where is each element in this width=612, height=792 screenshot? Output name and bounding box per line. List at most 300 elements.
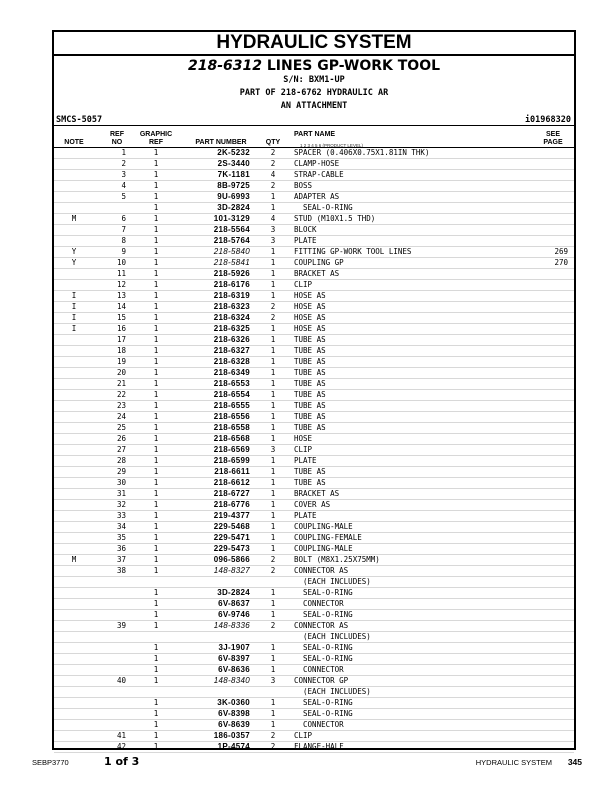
- ref-no-cell: 41: [116, 731, 126, 740]
- part-number-cell: 218-6328: [213, 357, 250, 366]
- table-row: [54, 313, 574, 324]
- qty-cell: 3: [270, 445, 276, 454]
- table-row: [54, 214, 574, 225]
- col-graphic-ref-l1: GRAPHIC: [139, 131, 173, 138]
- part-name-cell: TUBE AS: [294, 357, 326, 366]
- table-row: [54, 445, 574, 456]
- part-number-cell: 218-6176: [213, 280, 250, 289]
- part-name-cell: TUBE AS: [294, 423, 326, 432]
- table-row: [54, 522, 574, 533]
- qty-cell: 1: [270, 434, 276, 443]
- table-row: [54, 423, 574, 434]
- part-number-cell: 218-6727: [213, 489, 250, 498]
- table-row: [54, 588, 574, 599]
- col-ref-no-l1: REF: [110, 131, 124, 138]
- qty-cell: 1: [270, 511, 276, 520]
- graphic-ref-cell: 1: [153, 258, 159, 267]
- col-see-page-l1: SEE: [545, 131, 560, 138]
- graphic-ref-cell: 1: [153, 302, 159, 311]
- note-cell: I: [71, 313, 77, 322]
- qty-cell: 1: [270, 544, 276, 553]
- part-number-cell: 229-5468: [213, 522, 250, 531]
- part-number-cell: 229-5473: [213, 544, 250, 553]
- graphic-ref-cell: 1: [153, 709, 159, 718]
- ref-no-cell: 17: [116, 335, 126, 344]
- graphic-ref-cell: 1: [153, 269, 159, 278]
- part-number-cell: 6V-8636: [218, 665, 250, 674]
- graphic-ref-cell: 1: [153, 643, 159, 652]
- qty-cell: 1: [270, 390, 276, 399]
- part-number-cell: 3J-1907: [218, 643, 250, 652]
- table-row: [54, 720, 574, 731]
- table-row: [54, 610, 574, 621]
- part-number-cell: 2S-3440: [217, 159, 250, 168]
- part-number-cell: 218-6569: [213, 445, 250, 454]
- qty-cell: 1: [270, 599, 276, 608]
- part-number-cell: 218-6553: [213, 379, 250, 388]
- part-number-cell: 6V-8398: [218, 709, 250, 718]
- part-name-cell: COUPLING GP: [294, 258, 344, 267]
- part-number-cell: 218-6326: [213, 335, 250, 344]
- illustration-id: i01968320: [524, 115, 571, 125]
- qty-cell: 1: [270, 346, 276, 355]
- part-name-cell: HOSE AS: [294, 313, 326, 322]
- part-number-cell: 218-6556: [213, 412, 250, 421]
- table-row: [54, 456, 574, 467]
- qty-cell: 1: [270, 665, 276, 674]
- qty-cell: 1: [270, 258, 276, 267]
- graphic-ref-cell: 1: [153, 720, 159, 729]
- ref-no-cell: 21: [116, 379, 126, 388]
- graphic-ref-cell: 1: [153, 489, 159, 498]
- table-row: [54, 533, 574, 544]
- table-row: [54, 170, 574, 181]
- graphic-ref-cell: 1: [153, 423, 159, 432]
- part-number-cell: 218-5840: [213, 247, 250, 256]
- table-row: [54, 621, 574, 632]
- graphic-ref-cell: 1: [153, 610, 159, 619]
- ref-no-cell: 24: [116, 412, 126, 421]
- ref-no-cell: 20: [116, 368, 126, 377]
- part-name-cell: CONNECTOR: [294, 665, 344, 674]
- table-row: [54, 236, 574, 247]
- part-name-cell: CLIP: [294, 445, 313, 454]
- part-number-cell: 2K-5232: [217, 148, 250, 157]
- part-name-cell: (EACH INCLUDES): [294, 632, 371, 641]
- part-number-cell: 218-6327: [213, 346, 250, 355]
- note-cell: Y: [71, 258, 77, 267]
- part-name-cell: TUBE AS: [294, 346, 326, 355]
- part-number-cell: 218-6568: [213, 434, 250, 443]
- col-qty: QTY: [265, 139, 281, 146]
- col-note: NOTE: [64, 139, 84, 146]
- ref-no-cell: 29: [116, 467, 126, 476]
- part-name-cell: CONNECTOR GP: [294, 676, 349, 685]
- qty-cell: 1: [270, 478, 276, 487]
- part-number-cell: 096-5866: [213, 555, 250, 564]
- table-row: [54, 203, 574, 214]
- col-graphic-ref-l2: REF: [149, 139, 163, 146]
- graphic-ref-cell: 1: [153, 324, 159, 333]
- part-name-cell: BRACKET AS: [294, 269, 340, 278]
- ref-no-cell: 16: [116, 324, 126, 333]
- table-row: [54, 181, 574, 192]
- group-name: LINES GP-WORK TOOL: [266, 58, 441, 74]
- qty-cell: 1: [270, 654, 276, 663]
- table-row: [54, 566, 574, 577]
- graphic-ref-cell: 1: [153, 203, 159, 212]
- table-row: [54, 511, 574, 522]
- part-number-cell: 1P-4574: [217, 742, 250, 751]
- graphic-ref-cell: 1: [153, 522, 159, 531]
- table-row: [54, 368, 574, 379]
- part-number-cell: 218-6558: [213, 423, 250, 432]
- ref-no-cell: 28: [116, 456, 126, 465]
- part-name-cell: SEAL-O-RING: [294, 709, 353, 718]
- qty-cell: 1: [270, 401, 276, 410]
- table-row: [54, 599, 574, 610]
- col-ref-no-l2: NO: [111, 139, 123, 146]
- table-row: [54, 324, 574, 335]
- smcs-code: SMCS-5057: [56, 115, 103, 125]
- part-name-cell: HOSE AS: [294, 291, 326, 300]
- footer-page-of: 1 of 3: [104, 755, 140, 768]
- qty-cell: 4: [270, 170, 276, 179]
- qty-cell: 1: [270, 324, 276, 333]
- part-name-cell: BOLT (M8X1.25X75MM): [294, 555, 380, 564]
- part-name-cell: CLIP: [294, 280, 313, 289]
- col-see-page: [538, 131, 568, 147]
- table-row: [54, 258, 574, 269]
- part-number-cell: 219-4377: [213, 511, 250, 520]
- table-row: [54, 687, 574, 698]
- part-name-cell: SEAL-O-RING: [294, 610, 353, 619]
- ref-no-cell: 8: [121, 236, 126, 245]
- part-number-cell: 218-6611: [214, 467, 250, 476]
- part-number-cell: 218-5564: [213, 225, 250, 234]
- footer-page-number: 345: [567, 757, 582, 767]
- part-number-cell: 101-3129: [213, 214, 250, 223]
- part-name-cell: CONNECTOR AS: [294, 566, 349, 575]
- graphic-ref-cell: 1: [153, 412, 159, 421]
- graphic-ref-cell: 1: [153, 731, 159, 740]
- part-name-cell: CLAMP-HOSE: [294, 159, 340, 168]
- qty-cell: 1: [270, 335, 276, 344]
- table-row: [54, 225, 574, 236]
- part-name-cell: HOSE AS: [294, 324, 326, 333]
- note-cell: I: [71, 302, 77, 311]
- part-name-cell: TUBE AS: [294, 412, 326, 421]
- group-part-number: 218-6312: [187, 58, 262, 74]
- note-cell: I: [71, 324, 77, 333]
- part-name-cell: BRACKET AS: [294, 489, 340, 498]
- qty-cell: 2: [270, 181, 276, 190]
- part-number-cell: 218-6612: [213, 478, 250, 487]
- divider: [54, 125, 574, 126]
- page-title: HYDRAULIC SYSTEM: [54, 32, 574, 56]
- part-name-cell: ADAPTER AS: [294, 192, 340, 201]
- ref-no-cell: 10: [116, 258, 126, 267]
- part-name-cell: BLOCK: [294, 225, 317, 234]
- footer-doc-id: SEBP3770: [32, 758, 69, 767]
- part-name-cell: FITTING GP-WORK TOOL LINES: [294, 247, 412, 256]
- part-number-cell: 218-6554: [213, 390, 250, 399]
- part-name-cell: (EACH INCLUDES): [294, 577, 371, 586]
- table-row: [54, 434, 574, 445]
- table-row: [54, 357, 574, 368]
- qty-cell: 1: [270, 698, 276, 707]
- table-row: [54, 654, 574, 665]
- part-name-cell: SEAL-O-RING: [294, 643, 353, 652]
- table-row: [54, 709, 574, 720]
- graphic-ref-cell: 1: [153, 445, 159, 454]
- qty-cell: 1: [270, 280, 276, 289]
- table-row: [54, 577, 574, 588]
- ref-no-cell: 4: [121, 181, 126, 190]
- ref-no-cell: 42: [116, 742, 126, 751]
- table-row: [54, 544, 574, 555]
- qty-cell: 1: [270, 456, 276, 465]
- graphic-ref-cell: 1: [153, 313, 159, 322]
- part-number-cell: 6V-9746: [218, 610, 250, 619]
- part-name-cell: PLATE: [294, 511, 317, 520]
- part-number-cell: 218-6555: [213, 401, 250, 410]
- ref-no-cell: 22: [116, 390, 126, 399]
- part-name-cell: TUBE AS: [294, 368, 326, 377]
- qty-cell: 2: [270, 148, 276, 157]
- qty-cell: 1: [270, 489, 276, 498]
- part-number-cell: 3D-2824: [217, 588, 250, 597]
- part-number-cell: 3K-0360: [217, 698, 250, 707]
- ref-no-cell: 33: [116, 511, 126, 520]
- note-cell: M: [71, 555, 77, 564]
- table-row: [54, 632, 574, 643]
- group-title: [54, 58, 574, 74]
- part-name-cell: CONNECTOR AS: [294, 621, 349, 630]
- table-row: [54, 467, 574, 478]
- ref-no-cell: 9: [121, 247, 126, 256]
- part-name-cell: SEAL-O-RING: [294, 588, 353, 597]
- graphic-ref-cell: 1: [153, 346, 159, 355]
- graphic-ref-cell: 1: [153, 742, 159, 751]
- note-cell: I: [71, 291, 77, 300]
- table-row: [54, 412, 574, 423]
- graphic-ref-cell: 1: [153, 335, 159, 344]
- part-number-cell: 218-5841: [213, 258, 250, 267]
- graphic-ref-cell: 1: [153, 533, 159, 542]
- graphic-ref-cell: 1: [153, 621, 159, 630]
- ref-no-cell: 31: [116, 489, 126, 498]
- part-number-cell: 7K-1181: [217, 170, 250, 179]
- part-name-cell: CLIP: [294, 731, 313, 740]
- graphic-ref-cell: 1: [153, 434, 159, 443]
- part-name-cell: TUBE AS: [294, 401, 326, 410]
- table-row: [54, 401, 574, 412]
- part-name-cell: SEAL-O-RING: [294, 698, 353, 707]
- graphic-ref-cell: 1: [153, 170, 159, 179]
- serial-number: S/N: BXM1-UP: [283, 75, 345, 85]
- qty-cell: 1: [270, 533, 276, 542]
- qty-cell: 2: [270, 302, 276, 311]
- part-name-cell: HOSE AS: [294, 302, 326, 311]
- ref-no-cell: 7: [121, 225, 126, 234]
- part-number-cell: 218-5926: [213, 269, 250, 278]
- graphic-ref-cell: 1: [153, 588, 159, 597]
- graphic-ref-cell: 1: [153, 148, 159, 157]
- qty-cell: 1: [270, 500, 276, 509]
- qty-cell: 3: [270, 225, 276, 234]
- ref-no-cell: 34: [116, 522, 126, 531]
- part-name-cell: TUBE AS: [294, 335, 326, 344]
- ref-no-cell: 1: [121, 148, 126, 157]
- qty-cell: 1: [270, 610, 276, 619]
- ref-no-cell: 12: [116, 280, 126, 289]
- table-row: [54, 478, 574, 489]
- ref-no-cell: 15: [116, 313, 126, 322]
- ref-no-cell: 32: [116, 500, 126, 509]
- qty-cell: 2: [270, 313, 276, 322]
- table-row: [54, 555, 574, 566]
- ref-no-cell: 26: [116, 434, 126, 443]
- qty-cell: 1: [270, 467, 276, 476]
- note-cell: M: [71, 214, 77, 223]
- graphic-ref-cell: 1: [153, 654, 159, 663]
- graphic-ref-cell: 1: [153, 280, 159, 289]
- part-name-cell: SPACER (0.406X0.75X1.81IN THK): [294, 148, 430, 157]
- attachment: AN ATTACHMENT: [280, 101, 348, 111]
- table-row: [54, 643, 574, 654]
- graphic-ref-cell: 1: [153, 159, 159, 168]
- table-row: [54, 269, 574, 280]
- see-page-cell: 269: [554, 247, 568, 256]
- graphic-ref-cell: 1: [153, 676, 159, 685]
- qty-cell: 1: [270, 269, 276, 278]
- table-row: [54, 500, 574, 511]
- graphic-ref-cell: 1: [153, 181, 159, 190]
- ref-no-cell: 40: [116, 676, 126, 685]
- part-number-cell: 6V-8639: [218, 720, 250, 729]
- part-name-cell: SEAL-O-RING: [294, 654, 353, 663]
- ref-no-cell: 23: [116, 401, 126, 410]
- part-name-cell: FLANGE-HALF: [294, 742, 344, 751]
- graphic-ref-cell: 1: [153, 214, 159, 223]
- note-cell: Y: [71, 247, 77, 256]
- graphic-ref-cell: 1: [153, 291, 159, 300]
- graphic-ref-cell: 1: [153, 192, 159, 201]
- part-number-cell: 148-8340: [213, 676, 250, 685]
- part-name-cell: SEAL-O-RING: [294, 203, 353, 212]
- graphic-ref-cell: 1: [153, 665, 159, 674]
- qty-cell: 1: [270, 522, 276, 531]
- part-number-cell: 6V-8397: [218, 654, 250, 663]
- part-number-cell: 186-0357: [213, 731, 250, 740]
- part-name-cell: STRAP-CABLE: [294, 170, 344, 179]
- graphic-ref-cell: 1: [153, 368, 159, 377]
- ref-no-cell: 36: [116, 544, 126, 553]
- part-of: PART OF 218-6762 HYDRAULIC AR: [239, 88, 389, 98]
- see-page-cell: 270: [554, 258, 568, 267]
- qty-cell: 1: [270, 709, 276, 718]
- part-name-cell: STUD (M10X1.5 THD): [294, 214, 376, 223]
- qty-cell: 1: [270, 588, 276, 597]
- qty-cell: 2: [270, 566, 276, 575]
- part-name-cell: TUBE AS: [294, 390, 326, 399]
- ref-no-cell: 27: [116, 445, 126, 454]
- graphic-ref-cell: 1: [153, 511, 159, 520]
- part-name-cell: TUBE AS: [294, 379, 326, 388]
- ref-no-cell: 11: [116, 269, 126, 278]
- graphic-ref-cell: 1: [153, 544, 159, 553]
- part-number-cell: 6V-8637: [218, 599, 250, 608]
- graphic-ref-cell: 1: [153, 379, 159, 388]
- qty-cell: 1: [270, 357, 276, 366]
- col-see-page-l2: PAGE: [543, 139, 563, 146]
- qty-cell: 2: [270, 159, 276, 168]
- part-name-cell: COVER AS: [294, 500, 331, 509]
- table-row: [54, 335, 574, 346]
- part-name-cell: HOSE: [294, 434, 313, 443]
- part-name-cell: BOSS: [294, 181, 313, 190]
- part-number-cell: 9U-6993: [217, 192, 250, 201]
- ref-no-cell: 39: [116, 621, 126, 630]
- part-name-cell: PLATE: [294, 456, 317, 465]
- qty-cell: 2: [270, 621, 276, 630]
- ref-no-cell: 18: [116, 346, 126, 355]
- qty-cell: 2: [270, 731, 276, 740]
- parts-table: [54, 148, 574, 753]
- graphic-ref-cell: 1: [153, 357, 159, 366]
- product-level: 1 2 3 4 5 6 (PRODUCT LEVEL): [300, 143, 363, 148]
- parts-list-frame: [52, 30, 576, 750]
- table-row: [54, 159, 574, 170]
- graphic-ref-cell: 1: [153, 478, 159, 487]
- part-number-cell: 3D-2824: [217, 203, 250, 212]
- part-number-cell: 218-6319: [213, 291, 250, 300]
- part-name-cell: (EACH INCLUDES): [294, 687, 371, 696]
- qty-cell: 1: [270, 423, 276, 432]
- ref-no-cell: 25: [116, 423, 126, 432]
- ref-no-cell: 38: [116, 566, 126, 575]
- part-number-cell: 148-8327: [213, 566, 250, 575]
- part-number-cell: 218-6323: [213, 302, 250, 311]
- qty-cell: 1: [270, 412, 276, 421]
- qty-cell: 1: [270, 203, 276, 212]
- graphic-ref-cell: 1: [153, 456, 159, 465]
- part-number-cell: 218-5764: [213, 236, 250, 245]
- col-part-name: PART NAME: [294, 131, 336, 138]
- part-number-cell: 8B-9725: [217, 181, 250, 190]
- part-name-cell: COUPLING-FEMALE: [294, 533, 362, 542]
- part-number-cell: 148-8336: [213, 621, 250, 630]
- part-number-cell: 218-6324: [213, 313, 250, 322]
- table-row: [54, 148, 574, 159]
- qty-cell: 4: [270, 214, 276, 223]
- part-number-cell: 218-6599: [213, 456, 250, 465]
- graphic-ref-cell: 1: [153, 500, 159, 509]
- table-row: [54, 665, 574, 676]
- part-name-cell: COUPLING-MALE: [294, 522, 353, 531]
- part-number-cell: 218-6349: [213, 368, 250, 377]
- table-row: [54, 280, 574, 291]
- graphic-ref-cell: 1: [153, 566, 159, 575]
- ref-no-cell: 2: [121, 159, 126, 168]
- table-row: [54, 247, 574, 258]
- qty-cell: 1: [270, 192, 276, 201]
- graphic-ref-cell: 1: [153, 225, 159, 234]
- ref-no-cell: 14: [116, 302, 126, 311]
- table-row: [54, 489, 574, 500]
- table-row: [54, 676, 574, 687]
